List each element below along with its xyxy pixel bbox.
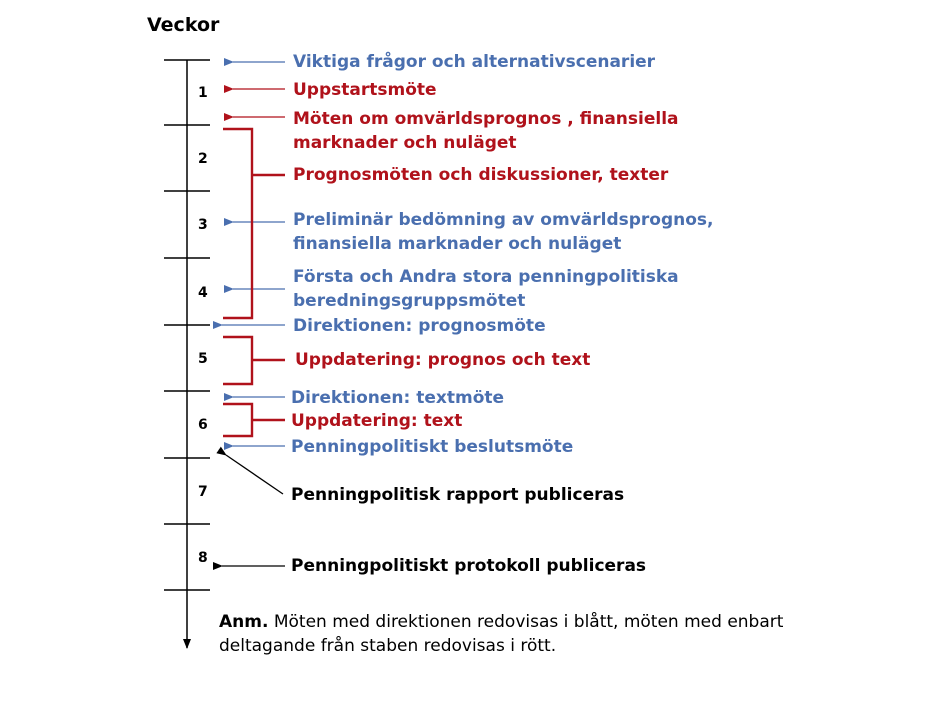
footnote-line-1 [219, 610, 783, 634]
event-label: Första och Andra stora penningpolitiska [293, 267, 679, 287]
week-label: 6 [198, 417, 208, 433]
week-label: 2 [198, 151, 208, 167]
event-label: Penningpolitiskt beslutsmöte [291, 437, 574, 457]
week-label: 1 [198, 85, 208, 101]
week-label: 5 [198, 351, 208, 367]
event-label: Penningpolitisk rapport publiceras [291, 485, 625, 505]
footnote-text-1: Möten med direktionen redovisas i blått, möten med enbart [268, 612, 784, 632]
event-label: Penningpolitiskt protokoll publiceras [291, 556, 647, 576]
arrow-e12 [226, 455, 283, 494]
event-label: Viktiga frågor och alternativscenarier [293, 52, 656, 72]
event-label: Preliminär bedömning av omvärldsprognos, [293, 210, 714, 230]
event-label: finansiella marknader och nuläget [293, 234, 622, 254]
week-label: 8 [198, 550, 208, 566]
week-label: 3 [198, 217, 208, 233]
black-arrows [222, 455, 285, 566]
event-label: Uppstartsmöte [293, 80, 437, 100]
footnote-line-2: deltagande från staben redovisas i rött. [219, 636, 557, 656]
event-label: marknader och nuläget [293, 133, 517, 153]
event-label: Möten om omvärldsprognos , finansiella [293, 109, 679, 129]
event-label: Uppdatering: text [291, 411, 463, 431]
week-label: 4 [198, 285, 208, 301]
red-arrows [233, 89, 285, 117]
week-label: 7 [198, 484, 208, 500]
axis-title: Veckor [147, 14, 220, 36]
footnote-prefix: Anm. [219, 612, 269, 632]
blue-arrows [222, 62, 285, 446]
bracket-e10 [223, 404, 252, 436]
event-label: Prognosmöten och diskussioner, texter [293, 165, 669, 185]
red-brackets [223, 129, 285, 436]
event-label: beredningsgruppsmötet [293, 291, 526, 311]
event-label: Direktionen: textmöte [291, 388, 505, 408]
footnote [219, 610, 783, 658]
event-label: Direktionen: prognosmöte [293, 316, 546, 336]
bracket-e8 [223, 337, 252, 384]
event-label: Uppdatering: prognos och text [295, 350, 591, 370]
